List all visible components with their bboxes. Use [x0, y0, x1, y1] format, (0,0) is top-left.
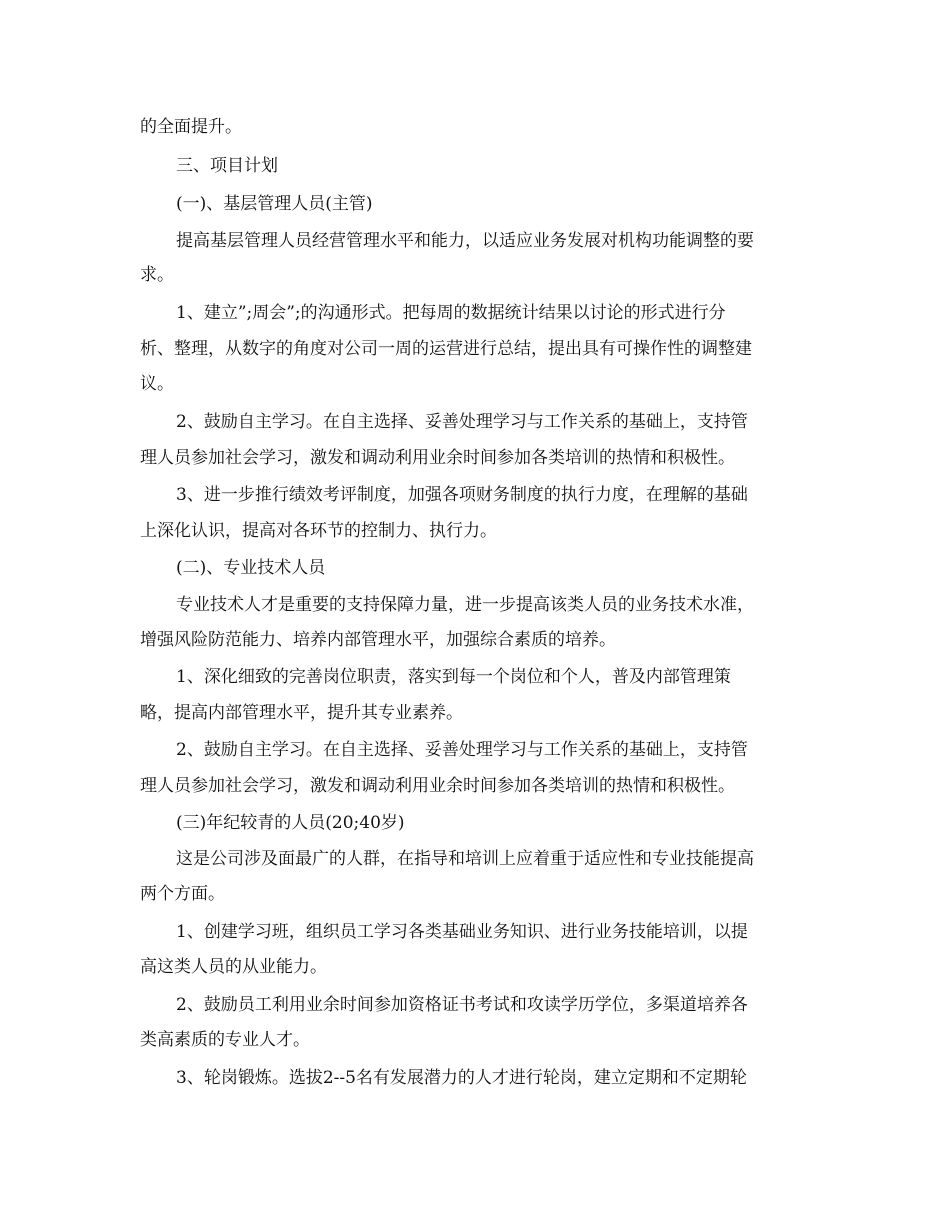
list-item-line: 2、鼓励自主学习。在自主选择、妥善处理学习与工作关系的基础上，支持管	[176, 412, 748, 432]
list-item-line: 议。	[140, 374, 174, 394]
section-heading: 三、项目计划	[176, 156, 278, 176]
list-item-line: 析、整理，从数字的角度对公司一周的运营进行总结，提出具有可操作性的调整建	[140, 339, 752, 359]
subsection-heading: (一)、基层管理人员(主管)	[176, 194, 373, 214]
list-item-line: 理人员参加社会学习，激发和调动利用业余时间参加各类培训的热情和积极性。	[140, 776, 735, 796]
list-item-line: 1、建立”;周会”;的沟通形式。把每周的数据统计结果以讨论的形式进行分	[176, 303, 726, 323]
list-item-line: 1、创建学习班，组织员工学习各类基础业务知识、进行业务技能培训，以提	[176, 922, 748, 942]
text-line: 的全面提升。	[140, 117, 242, 137]
list-item-line: 2、鼓励自主学习。在自主选择、妥善处理学习与工作关系的基础上，支持管	[176, 740, 748, 760]
list-item-line: 2、鼓励员工利用业余时间参加资格证书考试和攻读学历学位，多渠道培养各	[176, 995, 748, 1015]
list-item-line: 理人员参加社会学习，激发和调动利用业余时间参加各类培训的热情和积极性。	[140, 448, 735, 468]
paragraph-line: 专业技术人才是重要的支持保障力量，进一步提高该类人员的业务技术水准，	[176, 595, 754, 615]
paragraph-line: 增强风险防范能力、培养内部管理水平，加强综合素质的培养。	[140, 630, 616, 650]
list-item-line: 高这类人员的从业能力。	[140, 957, 327, 977]
paragraph-line: 这是公司涉及面最广的人群，在指导和培训上应着重于适应性和专业技能提高	[176, 849, 754, 869]
list-item-line: 类高素质的专业人才。	[140, 1030, 310, 1050]
subsection-heading: (二)、专业技术人员	[176, 558, 326, 578]
paragraph-line: 求。	[140, 265, 174, 285]
list-item-line: 3、进一步推行绩效考评制度，加强各项财务制度的执行力度，在理解的基础	[176, 485, 748, 505]
list-item-line: 3、轮岗锻炼。选拔2--5名有发展潜力的人才进行轮岗，建立定期和不定期轮	[176, 1068, 747, 1088]
list-item-line: 1、深化细致的完善岗位职责，落实到每一个岗位和个人，普及内部管理策	[176, 667, 731, 687]
subsection-heading: (三)年纪较青的人员(20;40岁)	[176, 813, 405, 833]
paragraph-line: 提高基层管理人员经营管理水平和能力，以适应业务发展对机构功能调整的要	[176, 231, 754, 251]
list-item-line: 略，提高内部管理水平，提升其专业素养。	[140, 703, 463, 723]
paragraph-line: 两个方面。	[140, 884, 225, 904]
list-item-line: 上深化认识，提高对各环节的控制力、执行力。	[140, 521, 497, 541]
